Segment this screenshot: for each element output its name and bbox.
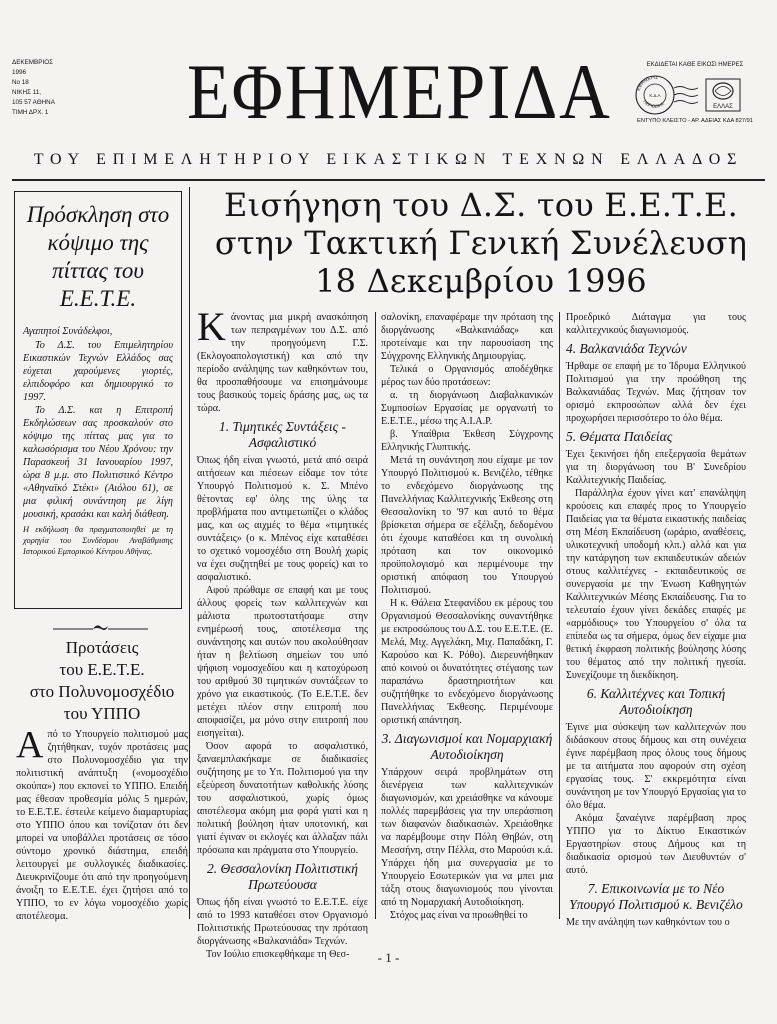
svg-text:ΠΕΡΙΟΔΙΚΑ	[642, 99, 665, 109]
publication-frequency: ΕΚΔΙΔΕΤΑΙ ΚΑΘΕ ΕΙΚΟΣΙ ΗΜΕΡΕΣ	[646, 62, 744, 68]
section-heading-3: 3. Διαγωνισμοί και Νομαρχιακή Αυτοδιοίκηση	[381, 731, 553, 762]
article-paragraph: Με την ανάληψη των καθηκόντων του ο	[566, 917, 730, 928]
article-paragraph: Όσον αφορά το ασφαλιστικό, ξαναεμπλακήκαμε σε διαδικασίες συζήτησης με το Υπ. Πολιτισμού για την εξεύρεση δυνατοτήτων καθολικής λύσης του ασφαλιστικού, χωρίς όμως αποτέλεσμα ακόμη μια φορά γιατί και η πολιτική βούληση ήταν υποτονική, και γιατί έγιναν οι εκλογές και άλλαξαν πάλι πρόσωπα και πράγματα στο Υπουργείο.	[197, 741, 368, 856]
section-heading-1: 1. Τιμητικές Συντάξεις - Ασφαλιστικό	[218, 419, 347, 450]
masthead-subtitle: ΤΟΥ ΕΠΙΜΕΛΗΤΗΡΙΟΥ ΕΙΚΑΣΤΙΚΩΝ ΤΕΧΝΩΝ ΕΛΛΑΔΟΣ	[33, 151, 744, 168]
issue-price: ΤΙΜΗ ΔΡΧ. 1	[12, 109, 49, 116]
license-note: ΕΝΤΥΠΟ ΚΛΕΙΣΤΟ - ΑΡ. ΑΔΕΙΑΣ ΚΔΑ 827/91	[637, 118, 753, 124]
proposals-article	[16, 724, 188, 923]
article-paragraph: Υπάρχουν σειρά προβλημάτων στη διενέργεια των καλλιτεχνικών διαγωνισμών, και χρειάσθηκε να κάνουμε πολλές παρεμβάσεις για την υπεράσπιση των διαφανών διαδικασιών. Χρειάσθηκε να παρέμβουμε στην Πόλη Θηβών, στη Μεσσήνη, στην Πέλλα, στο Μαρούσι κ.ά. Υπάρχει ήδη μια συνεργασία με το Υπουργείο Εσωτερικών για να μπει μια τάξη στους διαγωνισμούς που γίνονται από τη Νομαρχιακή Αυτοδιοίκηση.	[381, 767, 553, 908]
article-paragraph: Ακόμα ξαναέγινε παρέμβαση προς ΥΠΠΟ για το Δίκτυο Εικαστικών Εργαστηρίων στους Δήμους και τη διαδικασία ορισμού των Διευθυντών σ' αυτό.	[566, 813, 746, 876]
invitation-paragraph: Το Δ.Σ. του Επιμελητηρίου Εικαστικών Τεχνών Ελλάδος σας εύχεται χαρούμενες γιορτές, ελπιδοφόρο και δημιουργικό το 1997.	[23, 340, 173, 403]
article-paragraph: Τελικά ο Οργανισμός αποδέχθηκε μέρος των δύο προτάσεων:	[381, 364, 553, 388]
section-heading-6: 6. Καλλιτέχνες και Τοπική Αυτοδιοίκηση	[586, 686, 726, 717]
article-paragraph: Η κ. Θάλεια Στεφανίδου εκ μέρους του Οργανισμού Θεσσαλονίκης συναντήθηκε με εκπροσώπους του Δ.Σ. του Ε.Ε.Τ.Ε. (Ε. Μελά, Μιχ. Αγγελάκη, Μιχ. Παπαδάκη, Γ. Καρούσο και Κ. Ρόθο). Διερευνήθηκαν από κοινού οι δυνατότητες στέγασης των παραπάνω δραστηριοτήτων και συζητήθηκε το ενδεχόμενο διοργάνωσης Πανελλήνιας Έκθεσης. Περιμένουμε οριστική απάντηση.	[381, 598, 553, 726]
proposals-body: πό το Υπουργείο πολιτισμού μας ζητήθηκαν, τυχόν προτάσεις μας στο Πολυνομοσχέδιο για την πολιτιστική ανάπτυξη («νομοσχέδιο σκούπα») που εκπονεί το ΥΠΠΟ. Επειδή μας έθεσαν προθεσμία μόλις 5 ημερών, το Ε.Ε.Τ.Ε. έστειλε κείμενο διαμαρτυρίας στο ΥΠΠΟ όπου και τονίζοταν ότι δεν μπορεί να υποβάλλει προτάσεις σε τόσο σύντομο χρονικό διάστημα, επειδή λειτουργεί με συλλογικές διαδικασίες. Διευκρινίζουμε ότι από την προηγούμενη άνοιξη το Ε.Ε.Τ.Ε. έχει ζητήσει από το ΥΠΠΟ, το εν λόγω νομοσχέδιο χωρίς αποτέλεσμα.	[16, 729, 188, 922]
proposals-title	[12, 637, 192, 725]
page-number: - 1 -	[377, 950, 400, 965]
issue-month: ΔΕΚΕΜΒΡΙΟΣ	[12, 59, 53, 66]
svg-text:ΕΦΗΜΕΡΙΣ	[636, 75, 659, 91]
proposals-title-line: στο Πολυνομοσχέδιο	[29, 682, 175, 701]
section-heading-4: 4. Βαλκανιάδα Τεχνών	[566, 341, 687, 356]
invitation-title: Πρόσκληση στο κόψιμο της πίττας του Ε.Ε.Τ.Ε.	[26, 202, 170, 311]
header-rule	[12, 179, 765, 181]
article-paragraph: Έγινε μια σύσκεψη των καλλιτεχνών που διδάσκουν στους δήμους και στη συνέχεια έγινε παρέμβαση προς όλους τους δήμους με τα αιτήματα που αφορούν στη σχέση εργασίας τους. Σ' εκκρεμότητα είναι συνάντηση με τον Υπουργό Εργασίας για το όλο θέμα.	[566, 722, 746, 811]
address-street: ΝΙΚΗΣ 11,	[12, 89, 41, 96]
elta-logo-icon	[706, 79, 740, 111]
proposals-title-line: του Ε.Ε.Τ.Ε.	[59, 660, 145, 679]
article-paragraph: Παράλληλα έχουν γίνει κατ' επανάληψη κρούσεις και επαφές προς το Υπουργείο Παιδείας για τα θέματα εικαστικής παιδείας στη Μέση Εκπαίδευση (ωράριο, αναθέσεις, υλικοτεχνική υποδομή κλπ.) αλλά και για την κατάργηση των εκπαιδευτικών αδειών στους καλλιτέχνες - εκπαιδευτικούς σε συνεργασία με την Ένωση Καθηγητών Καλλιτεχνικών Μέσης Εκπαίδευσης. Για το τελευταίο έχουν γίνει δεκάδες επαφές με «αρμόδιους» του Υπουργείου σ' όλα τα επίπεδα ως τα σήμερα, όμως δεν είχαμε μια θετική έκφραση πολιτικής βούλησης λύσης του θέματος από την πολιτική ηγεσία. Συνεχίζουμε τη διεκδίκηση.	[566, 488, 746, 681]
article-intro-text: άνοντας μια μικρή ανασκόπηση των πεπραγμένων του Δ.Σ. από την προηγούμενη Γ.Σ. (Εκλογοαπολογιστική) και από την περίοδο ανάληψης των καθηκόντων του, θα προσπαθήσουμε να επισημάνουμε τους βασικούς τομείς δράσης μας, ως τα τώρα.	[197, 312, 368, 414]
postmark-icon	[636, 75, 698, 114]
article-paragraph: Ήρθαμε σε επαφή με το Ίδρυμα Ελληνικού Πολιτισμού για την προώθηση της Βαλκανιάδας Τεχνών. Μας ζήτησαν τον ορισμό εκπροσώπων αλλά δεν έχει προχωρήσει περισσότερο το όλο θέμα.	[566, 361, 746, 424]
invitation-note: Η εκδήλωση θα πραγματοποιηθεί με τη χορηγία του Συνδέσμου Αναβάθμισης Ιστορικού Εμπορικού Κέντρου Αθήνας.	[23, 525, 173, 556]
article-dropcap: Κ	[197, 304, 226, 349]
issue-info	[12, 58, 55, 118]
article-paragraph: Μετά τη συνάντηση που είχαμε με τον Υπουργό Πολιτισμού κ. Βενιζέλο, τέθηκε το ενδεχόμενο διοργάνωσης της Πανελλήνιας Καλλιτεχνικής Έκθεσης στη Θεσσαλονίκη το '97 και αυτό το θέμα βρίσκεται σήμερα σε εξέλιξη, δεδομένου ότι έχουμε καταθέσει και τη συνολική πρόταση και τον οικονομικό προϋπολογισμό και περιμένουμε την οριστική απόφαση του Υπουργού Πολιτισμού.	[381, 455, 553, 596]
column-divider	[189, 187, 190, 919]
postage-stamps	[634, 74, 744, 116]
article-column-2	[381, 311, 553, 922]
address-city: 105 57 ΑΘΗΝΑ	[12, 99, 55, 106]
article-column-3	[566, 311, 746, 929]
issue-year: 1996	[12, 69, 27, 76]
invitation-paragraph: Το Δ.Σ. και η Επιτροπή Εκδηλώσεων σας προσκαλούν στο κόψιμο της πίττας μας για το καλωσόρισμα του Νέου Χρόνου: την Παρασκευή 31 Ιανουαρίου 1997, ώρα 8 μ.μ. στο Πολιτιστικό Κέντρο «Αθηναϊκό Στέκι» (Αιόλου 61), σε μια φιλική συνάντηση με λίγη μουσική, κρασάκι και καλή διάθεση.	[23, 405, 173, 520]
column-divider	[559, 312, 560, 919]
ornament-divider-icon	[53, 621, 148, 637]
section-heading-7: 7. Επικοινωνία με το Νέο Υπουργό Πολιτισμού κ. Βενιζέλο	[569, 881, 743, 912]
article-paragraph: α. τη διοργάνωση Διαβαλκανικών Συμποσίων Εργασίας με οργανωτή το Ε.Ε.Τ.Ε., μέσω της Α.Ι.Α.Ρ.	[381, 390, 553, 427]
invitation-greeting: Αγαπητοί Συνάδελφοι,	[23, 326, 113, 337]
invitation-box	[14, 191, 182, 609]
proposals-title-line: Προτάσεις	[65, 638, 139, 657]
main-headline: Εισήγηση του Δ.Σ. του Ε.Ε.Τ.Ε. στην Τακτική Γενική Συνέλευση 18 Δεκεμβρίου 1996	[214, 186, 748, 300]
postmark-center-text: Κ.Δ.Α	[649, 93, 661, 98]
article-paragraph: Όπως ήδη είναι γνωστό, μετά από σειρά αιτήσεων και πιέσεων είδαμε τον τότε Υπουργό Πολιτισμού κ. Σ. Μπένο θέτοντας εφ' όλης της ύλης τα προβλήματα που αντιμετωπίζει ο κλάδος μας, και ως αιχμές το θέμα «τιμητικές συντάξεις» (ο κ. Μπένος είχε καταθέσει το σχετικό νομοσχέδιο στη Βουλή χωρίς να έχει συζητηθεί με τους φορείς) και το ασφαλιστικό.	[197, 455, 368, 583]
article-paragraph: Αφού πρώθαμε σε επαφή και με τους άλλους φορείς των καλλιτεχνών και μάλιστα πρωτοστατήσαμε στην ενημέρωσή τους, αποτέλεσμα της συνάντησης και αυτών που ακολούθησαν ήταν η βελτίωση σημείων του υπό ψήφιση νομοσχεδίου και η κατοχύρωση του αριθμού 30 τιμητικών συντάξεων το χρόνο για εικαστικούς. (Το Ε.Ε.Τ.Ε. δεν μετέχει πλέον στην επιτροπή που αποφασίζει, μα μόνο στην επιτροπή που εισηγείται).	[197, 585, 368, 739]
issue-number: Νο 18	[12, 79, 29, 86]
article-column-1	[197, 304, 368, 961]
article-intro	[197, 304, 368, 415]
article-paragraph: Στόχος μας είναι να προωθηθεί το	[390, 910, 528, 921]
article-paragraph: β. Υπαίθρια Έκθεση Σύγχρονης Ελληνικής Γλυπτικής.	[381, 429, 553, 453]
elta-label: ΕΛΛΑΣ	[713, 104, 733, 110]
column-divider	[375, 312, 376, 919]
postmark-bottom-text: ΠΕΡΙΟΔΙΚΑ	[642, 99, 665, 109]
masthead-title: ΕΦΗΜΕΡΙΔΑ	[187, 48, 612, 135]
section-heading-2: 2. Θεσσαλονίκη Πολιτιστική Πρωτεύουσα	[207, 861, 358, 892]
proposals-dropcap: Α	[16, 724, 44, 766]
proposals-title-line: του ΥΠΠΟ	[63, 704, 141, 723]
section-heading-5: 5. Θέματα Παιδείας	[566, 429, 673, 444]
article-paragraph: Όπως ήδη είναι γνωστό το Ε.Ε.Τ.Ε. είχε από το 1993 καταθέσει στον Οργανισμό Πολιτιστικής Πρωτεύουσας την πρόταση διοργάνωσης «Βαλκανιάδα» Τεχνών.	[197, 897, 368, 947]
article-paragraph: σαλονίκη, επαναφέραμε την πρόταση της διοργάνωσης «Βαλκανιάδας» και προτείναμε και την παρουσίαση της Σύγχρονης Ελληνικής Δημιουργίας.	[381, 312, 553, 362]
article-paragraph: Τον Ιούλιο επισκεφθήκαμε τη Θεσ-	[206, 949, 350, 960]
article-paragraph: Προεδρικό Διάταγμα για τους καλλιτεχνικούς διαγωνισμούς.	[566, 312, 746, 336]
postmark-top-text: ΕΦΗΜΕΡΙΣ	[635, 74, 659, 92]
article-paragraph: Έχει ξεκινήσει ήδη επεξεργασία θεμάτων για τη διοργάνωση του Β' Συνεδρίου Καλλιτεχνικής Παιδείας.	[566, 449, 746, 486]
